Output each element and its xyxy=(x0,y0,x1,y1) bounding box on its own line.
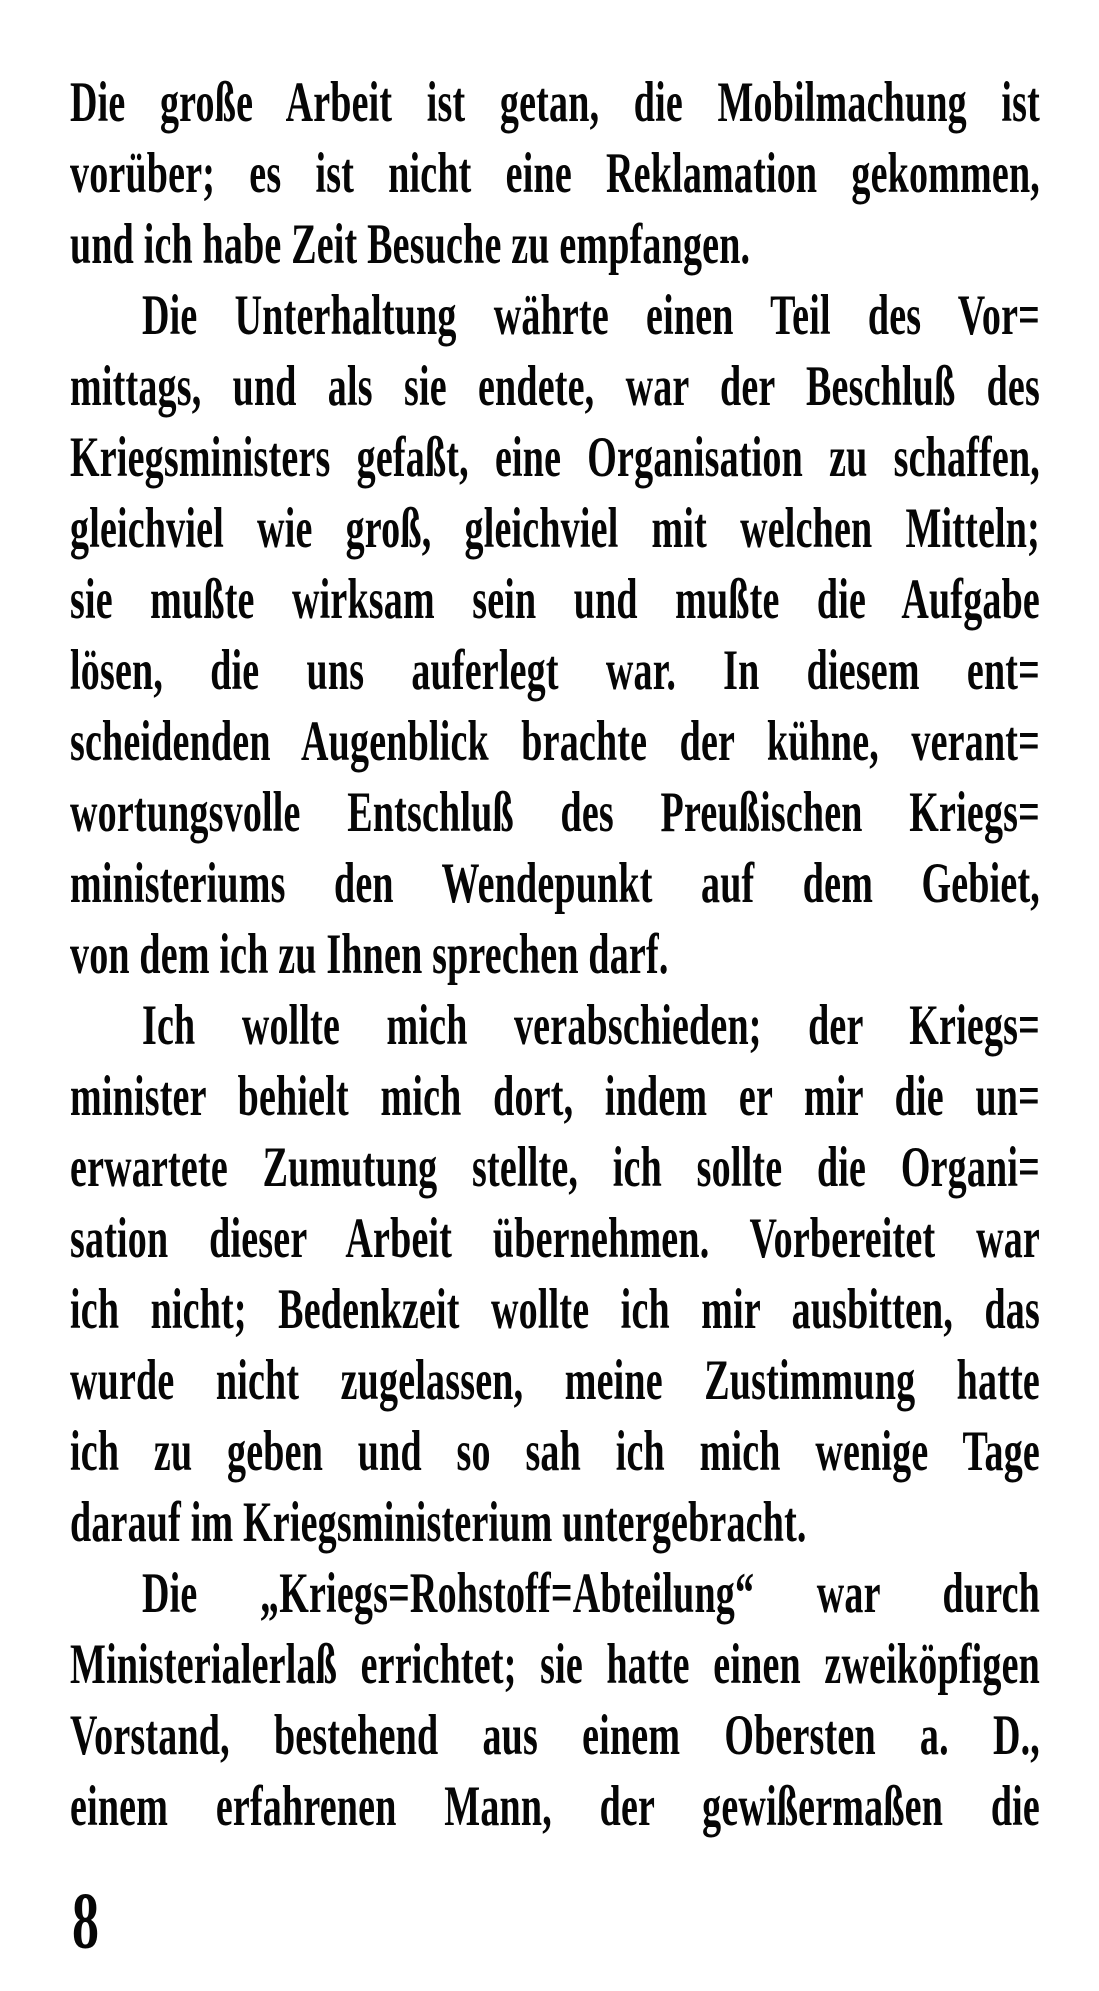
text-line: Ministerialerlaß errichtet; sie hatte einen zweiköpfigen xyxy=(70,1633,1040,1697)
text-line: sation dieser Arbeit übernehmen. Vorbereitet war xyxy=(70,1207,1040,1271)
text-line: mittags, und als sie endete, war der Beschluß des xyxy=(70,355,1040,419)
text-line: minister behielt mich dort, indem er mir die un= xyxy=(70,1065,1040,1129)
body-text xyxy=(70,68,1040,1843)
text-line: wurde nicht zugelassen, meine Zustimmung hatte xyxy=(70,1349,1040,1413)
text-line: gleichviel wie groß, gleichviel mit welchen Mitteln; xyxy=(70,497,1040,561)
text-line: scheidenden Augenblick brachte der kühne, verant= xyxy=(70,710,1040,774)
text-line: einem erfahrenen Mann, der gewißermaßen die xyxy=(70,1775,1040,1839)
text-line: Die Unterhaltung währte einen Teil des Vor= xyxy=(142,284,1040,348)
text-line: Kriegsministers gefaßt, eine Organisation zu schaffen, xyxy=(70,426,1040,490)
text-line: und ich habe Zeit Besuche zu empfangen. xyxy=(70,213,751,277)
text-line: lösen, die uns auferlegt war. In diesem ent= xyxy=(70,639,1040,703)
text-line: ich nicht; Bedenkzeit wollte ich mir ausbitten, das xyxy=(70,1278,1040,1342)
text-line: vorüber; es ist nicht eine Reklamation gekommen, xyxy=(70,142,1040,206)
text-line: darauf im Kriegsministerium untergebracht. xyxy=(70,1491,807,1555)
text-line: Vorstand, bestehend aus einem Obersten a. D., xyxy=(70,1704,1040,1768)
text-line: wortungsvolle Entschluß des Preußischen Kriegs= xyxy=(70,781,1040,845)
text-line: Die große Arbeit ist getan, die Mobilmachung ist xyxy=(70,71,1040,135)
text-line: Ich wollte mich verabschieden; der Kriegs= xyxy=(142,994,1040,1058)
text-line: ministeriums den Wendepunkt auf dem Gebiet, xyxy=(70,852,1040,916)
text-line: sie mußte wirksam sein und mußte die Aufgabe xyxy=(70,568,1040,632)
text-line: Die „Kriegs=Rohstoff=Abteilung“ war durch xyxy=(142,1562,1040,1626)
page-number: 8 xyxy=(72,1875,99,1966)
text-line: erwartete Zumutung stellte, ich sollte die Organi= xyxy=(70,1136,1040,1200)
text-line: ich zu geben und so sah ich mich wenige Tage xyxy=(70,1420,1040,1484)
text-line: von dem ich zu Ihnen sprechen darf. xyxy=(70,923,669,987)
